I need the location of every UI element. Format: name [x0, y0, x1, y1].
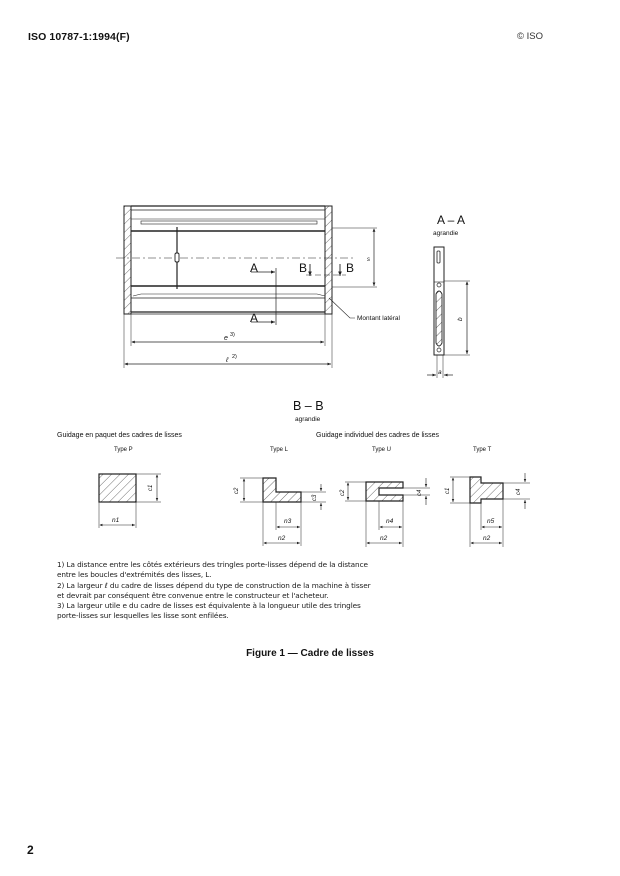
dim-c3-l: c3: [312, 494, 318, 501]
footnote-1: 1) La distance entre les côtés extérieurs des tringles porte-lisses dépend de la distance entre les boucles d'extrémités des lisses, L.: [57, 560, 368, 580]
heddle-frame-main-view: [116, 206, 377, 368]
profile-type-p: [99, 474, 161, 528]
dim-c2-l: c2: [234, 487, 240, 494]
footnote-3: 3) La largeur utile e du cadre de lisses est équivalente à la longueur utile des tringles porte-lisses sur lesquelles les lisse sont enfilées.: [57, 601, 361, 621]
dim-n1-p: n1: [112, 517, 120, 524]
dim-label-s: s: [367, 257, 370, 263]
footnote-2: 2) La largeur ℓ du cadre de lisses dépend du type de construction de la machine à tisser et devrait par conséquent être convenue entre le constructeur et l'acheteur.: [57, 580, 371, 600]
section-label-a-top: A: [250, 261, 259, 275]
dim-n5-t: n5: [487, 518, 495, 525]
type-label-u: Type U: [372, 447, 392, 453]
dim-note-e: 3): [230, 332, 235, 338]
section-bb-subtitle: agrandie: [295, 416, 321, 423]
dim-n2-t: n2: [483, 535, 491, 542]
profile-type-u: [345, 478, 430, 547]
group-label-packet: Guidage en paquet des cadres de lisses: [57, 432, 182, 439]
dim-label-l: ℓ: [226, 357, 229, 364]
type-label-l: Type L: [270, 447, 289, 453]
section-aa-subtitle: agrandie: [433, 230, 459, 237]
section-label-b-right: B: [346, 261, 355, 275]
type-label-t: Type T: [473, 447, 492, 453]
dim-n4-u: n4: [386, 518, 394, 525]
section-aa-drawing: [427, 247, 470, 378]
copyright-mark: © ISO: [517, 31, 544, 42]
dim-note-l: 2): [232, 354, 237, 360]
page-number: 2: [27, 843, 34, 857]
section-label-a-bottom: A: [250, 311, 259, 325]
dim-label-a: a: [438, 369, 442, 376]
dim-c4-t: c4: [516, 488, 522, 495]
dim-c4-u: c4: [417, 489, 423, 496]
type-label-p: Type P: [114, 447, 133, 453]
dim-n2-l: n2: [278, 535, 286, 542]
section-label-b-left: B: [299, 261, 308, 275]
dim-c1-p: c1: [148, 484, 154, 491]
section-bb-title: B – B: [293, 399, 324, 413]
figure-footnotes: [57, 560, 377, 622]
dim-n2-u: n2: [380, 535, 388, 542]
dim-label-b: b: [457, 317, 464, 321]
dim-n3-l: n3: [284, 518, 292, 525]
dim-c2-u: c2: [340, 489, 346, 496]
dim-label-e: e: [224, 335, 228, 342]
section-aa-title: A – A: [437, 213, 466, 227]
dim-c1-t: c1: [445, 487, 451, 494]
figure-caption: Figure 1 — Cadre de lisses: [246, 648, 374, 659]
standard-identifier: ISO 10787-1:1994(F): [28, 31, 130, 43]
callout-montant-lateral: Montant latéral: [357, 315, 400, 322]
group-label-individual: Guidage individuel des cadres de lisses: [316, 432, 439, 439]
